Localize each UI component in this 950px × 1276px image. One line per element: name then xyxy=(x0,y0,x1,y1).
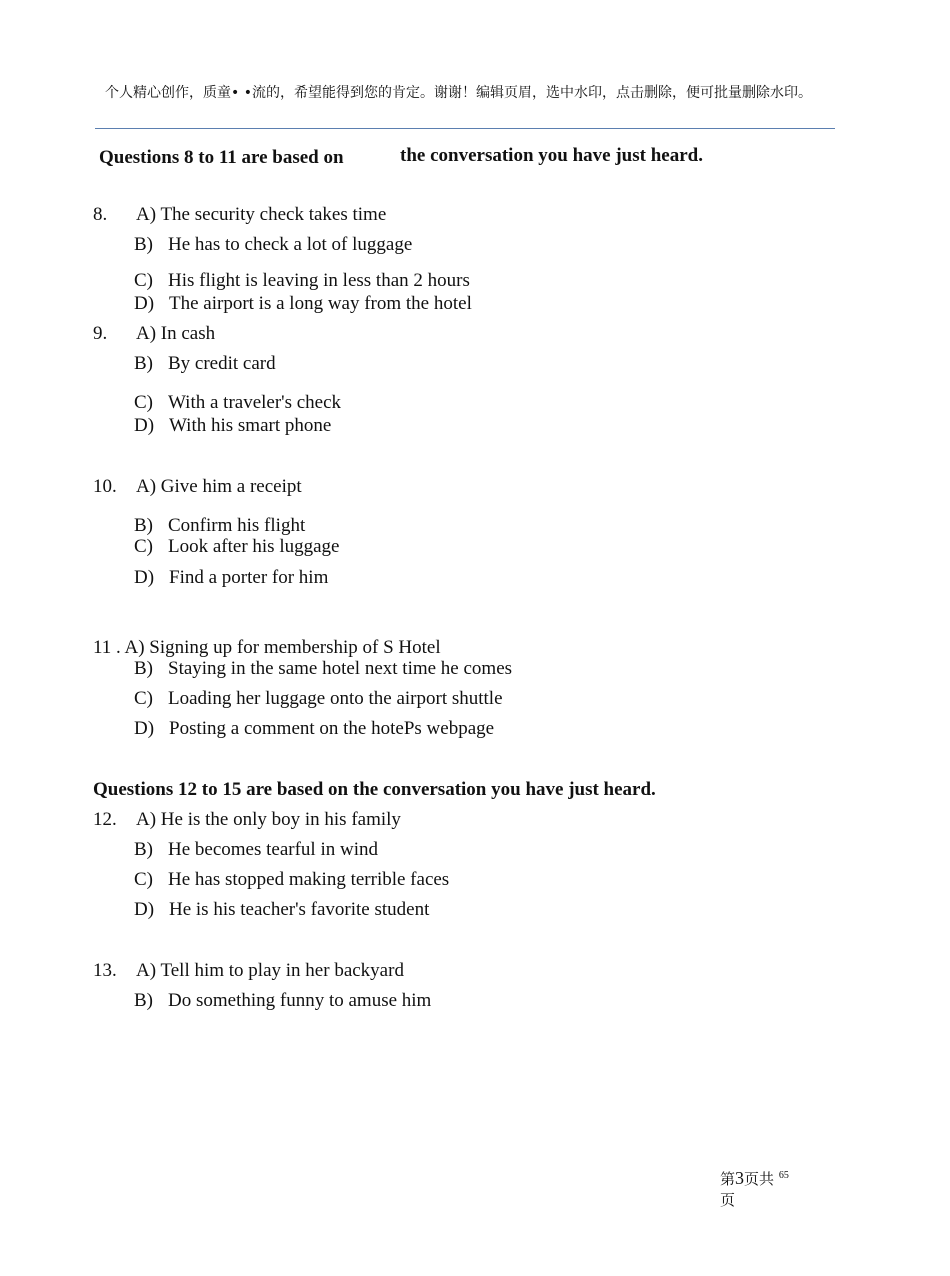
option-b: Staying in the same hotel next time he comes xyxy=(168,658,513,679)
option-b: Confirm his flight xyxy=(168,515,306,536)
header-divider xyxy=(95,128,835,129)
option-letter: B) xyxy=(134,515,153,536)
option-d: The airport is a long way from the hotel xyxy=(169,293,472,314)
option-b: Do something funny to amuse him xyxy=(168,990,432,1011)
option-d: Find a porter for him xyxy=(169,567,329,588)
option-a: A) Tell him to play in her backyard xyxy=(136,960,404,981)
option-letter: D) xyxy=(134,718,155,739)
option-letter: C) xyxy=(134,270,153,291)
option-letter: C) xyxy=(134,688,153,709)
footer-page-number: 3 xyxy=(735,1168,745,1188)
option-c: He has stopped making terrible faces xyxy=(168,869,450,890)
option-b: He becomes tearful in wind xyxy=(168,839,378,860)
option-letter: B) xyxy=(134,839,153,860)
option-letter: D) xyxy=(134,415,155,436)
question-number: 9. xyxy=(93,323,108,344)
page-footer xyxy=(720,1168,810,1211)
option-c: His flight is leaving in less than 2 hours xyxy=(168,270,470,291)
option-letter: C) xyxy=(134,869,153,890)
footer-total-pages: 65 xyxy=(778,1170,789,1181)
option-b: By credit card xyxy=(168,353,276,374)
option-d: With his smart phone xyxy=(169,415,332,436)
option-d: He is his teacher's favorite student xyxy=(169,899,430,920)
option-c: With a traveler's check xyxy=(168,392,342,413)
option-c: Look after his luggage xyxy=(168,536,340,557)
option-letter: B) xyxy=(134,234,153,255)
question-number: 8. xyxy=(93,204,108,225)
footer-suffix: 页 xyxy=(720,1191,736,1209)
option-a: A) Give him a receipt xyxy=(136,476,302,497)
option-letter: D) xyxy=(134,293,155,314)
option-letter: D) xyxy=(134,567,155,588)
option-letter: B) xyxy=(134,658,153,679)
option-a: A) In cash xyxy=(136,323,216,344)
question-number: 12. xyxy=(93,809,117,830)
footer-prefix: 第 xyxy=(720,1170,736,1188)
section-heading-part1: Questions 8 to 11 are based on xyxy=(99,147,344,168)
question-number: 10. xyxy=(93,476,117,497)
option-c: Loading her luggage onto the airport shuttle xyxy=(168,688,503,709)
footer-middle: 页共 xyxy=(744,1170,775,1188)
option-b: He has to check a lot of luggage xyxy=(168,234,413,255)
option-d: Posting a comment on the hotePs webpage xyxy=(169,718,495,739)
question-number: 13. xyxy=(93,960,117,981)
option-letter: B) xyxy=(134,990,153,1011)
option-letter: C) xyxy=(134,536,153,557)
header-watermark-note: 个人精心创作，质童• •流的，希望能得到您的肯定。谢谢！编辑页眉，选中水印，点击删除，便可批量删除水印。 xyxy=(105,85,812,101)
section-heading: Questions 12 to 15 are based on the conversation you have just heard. xyxy=(93,779,656,800)
option-letter: C) xyxy=(134,392,153,413)
option-a: A) He is the only boy in his family xyxy=(136,809,401,830)
option-letter: B) xyxy=(134,353,153,374)
section-heading-part2: the conversation you have just heard. xyxy=(400,145,703,166)
question-11-option-a: 11 . A) Signing up for membership of S Hotel xyxy=(93,637,441,658)
option-letter: D) xyxy=(134,899,155,920)
option-a: A) The security check takes time xyxy=(136,204,387,225)
